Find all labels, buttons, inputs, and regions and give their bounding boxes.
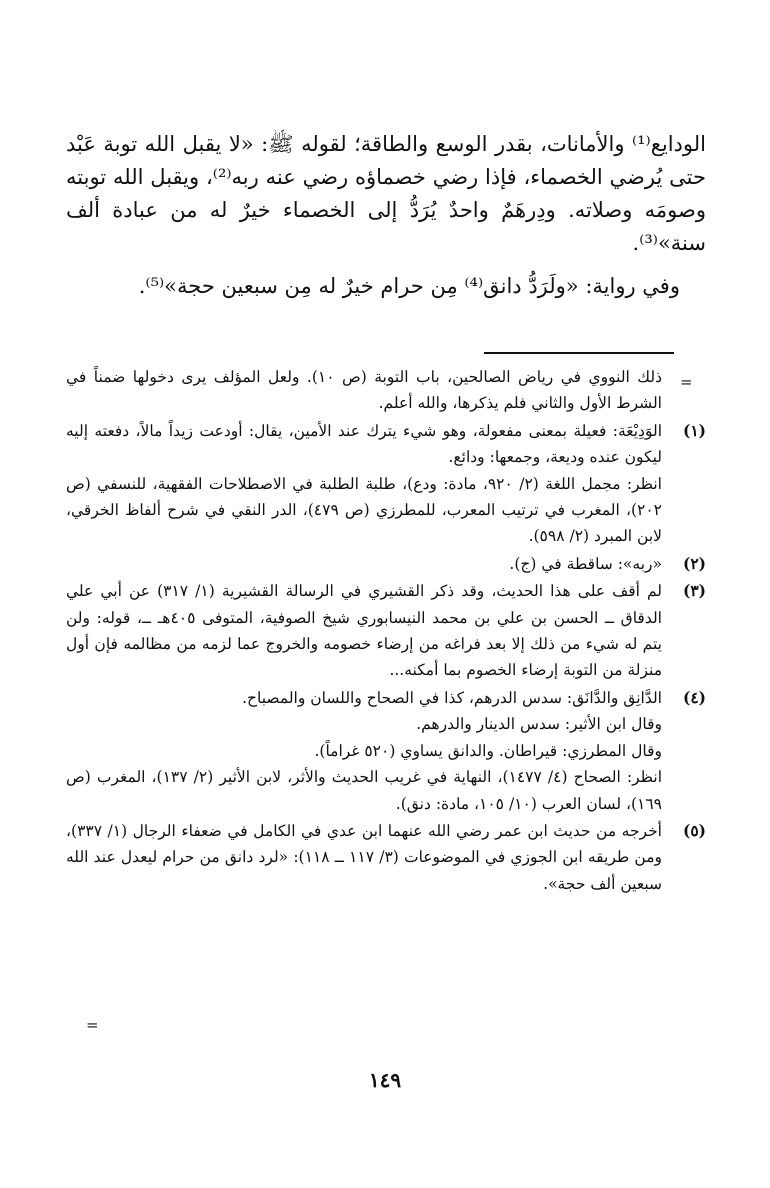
- footnote-continued-text: ذلك النووي في رياض الصالحين، باب التوبة (ص ١٠). ولعل المؤلف يرى دخولها ضمناً في الشرط الأول والثاني فلم يذكرها، والله أعلم.: [66, 368, 662, 413]
- footnote-line: وقال المطرزي: قيراطان. والدانق يساوي (٥٢٠ غراماً).: [314, 741, 662, 760]
- continuation-marker-top: =: [680, 373, 693, 391]
- footnote-number: (٣): [682, 581, 706, 601]
- footnote-line: انظر: الصحاح (٤/ ١٤٧٧)، النهاية في غريب الحديث والأثر، لابن الأثير (٢/ ١٣٧)، المغرب (ص ١٦٩)، لسان العرب (١٠/ ١٠٥، مادة: دنق).: [66, 768, 663, 813]
- main-paragraph: الودايع⁽¹⁾ والأمانات، بقدر الوسع والطاقة؛ لقوله ﷺ: «لا يقبل الله توبة عَبْد حتى يُرضي الخصماء، فإذا رضي خصماؤه رضي عنه ربه⁽²⁾، ويقبل الله توبته وصومَه وصلاته. ودِرهَمٌ واحدٌ يُرَدُّ إلى الخصماء خيرٌ له من عبادة ألف سنة»⁽³⁾.: [66, 132, 707, 255]
- footnote-line: «ربه»: ساقطة في (ج).: [509, 554, 662, 573]
- page-number: ١٤٩: [368, 1068, 402, 1092]
- footnote-3: [66, 578, 706, 684]
- footnote-line: أخرجه من حديث ابن عمر رضي الله عنهما ابن عدي في الكامل في ضعفاء الرجال (١/ ٣٣٧)، ومن طريقه ابن الجوزي في الموضوعات (٣/ ١١٧ ــ ١١٨): «لرد دانق من حرام ليعدل عند الله سبعين ألف حجة».: [66, 821, 662, 893]
- footnote-number: (٢): [682, 553, 706, 573]
- main-paragraph-riwaya: وفي رواية: «ولَرَدُّ دانق⁽⁴⁾ مِن حرام خيرٌ له مِن سبعين حجة»⁽⁵⁾.: [138, 274, 680, 298]
- footnote-continued: [66, 364, 706, 417]
- footnote-separator: [484, 352, 674, 354]
- footnote-line: الدَّانِق والدَّانَق: سدس الدرهم، كذا في الصحاح واللسان والمصباح.: [242, 688, 662, 707]
- footnote-2: [66, 551, 706, 577]
- footnote-line: لم أقف على هذا الحديث، وقد ذكر القشيري في الرسالة القشيرية (١/ ٣١٧) عن أبي علي الدقاق ــ الحسن بن علي بن محمد النيسابوري شيخ الصوفية، المتوفى ٤٠٥هـ ــ، قوله: ولن يتم له شيء من ذلك إلا بعد فراغه من إرضاء خصومه والخروج عما لزمه من مظالمه فإن أول منزلة من التوبة إرضاء الخصوم بما أمكنه...: [66, 582, 663, 680]
- footnote-number-spacer: [662, 364, 706, 417]
- continuation-marker-bottom: =: [86, 1016, 99, 1034]
- footnote-number: (٤): [682, 687, 706, 707]
- footnote-4: [66, 685, 706, 817]
- footnotes: [66, 364, 706, 898]
- footnote-1: [66, 418, 706, 550]
- footnote-line: انظر: مجمل اللغة (٢/ ٩٢٠، مادة: ودع)، طلبة الطلبة في الاصطلاحات الفقهية، للنسفي (ص ٢٠٢)، المغرب في ترتيب المعرب، للمطرزي (ص ٤٧٩)، الدر النقي في شرح ألفاظ الخرقي، لابن المبرد (٢/ ٥٩٨).: [66, 474, 662, 546]
- footnote-line: وقال ابن الأثير: سدس الدينار والدرهم.: [416, 715, 662, 734]
- footnote-5: [66, 818, 706, 897]
- main-text: [66, 128, 706, 303]
- footnote-number: (١): [682, 420, 706, 440]
- footnote-number: (٥): [682, 820, 706, 840]
- footnote-line: الوَدِيْعَة: فعيلة بمعنى مفعولة، وهو شيء يترك عند الأمين، يقال: أودعت زيداً مالاً، دفعته إليه ليكون عنده وديعة، وجمعها: ودائع.: [66, 421, 662, 467]
